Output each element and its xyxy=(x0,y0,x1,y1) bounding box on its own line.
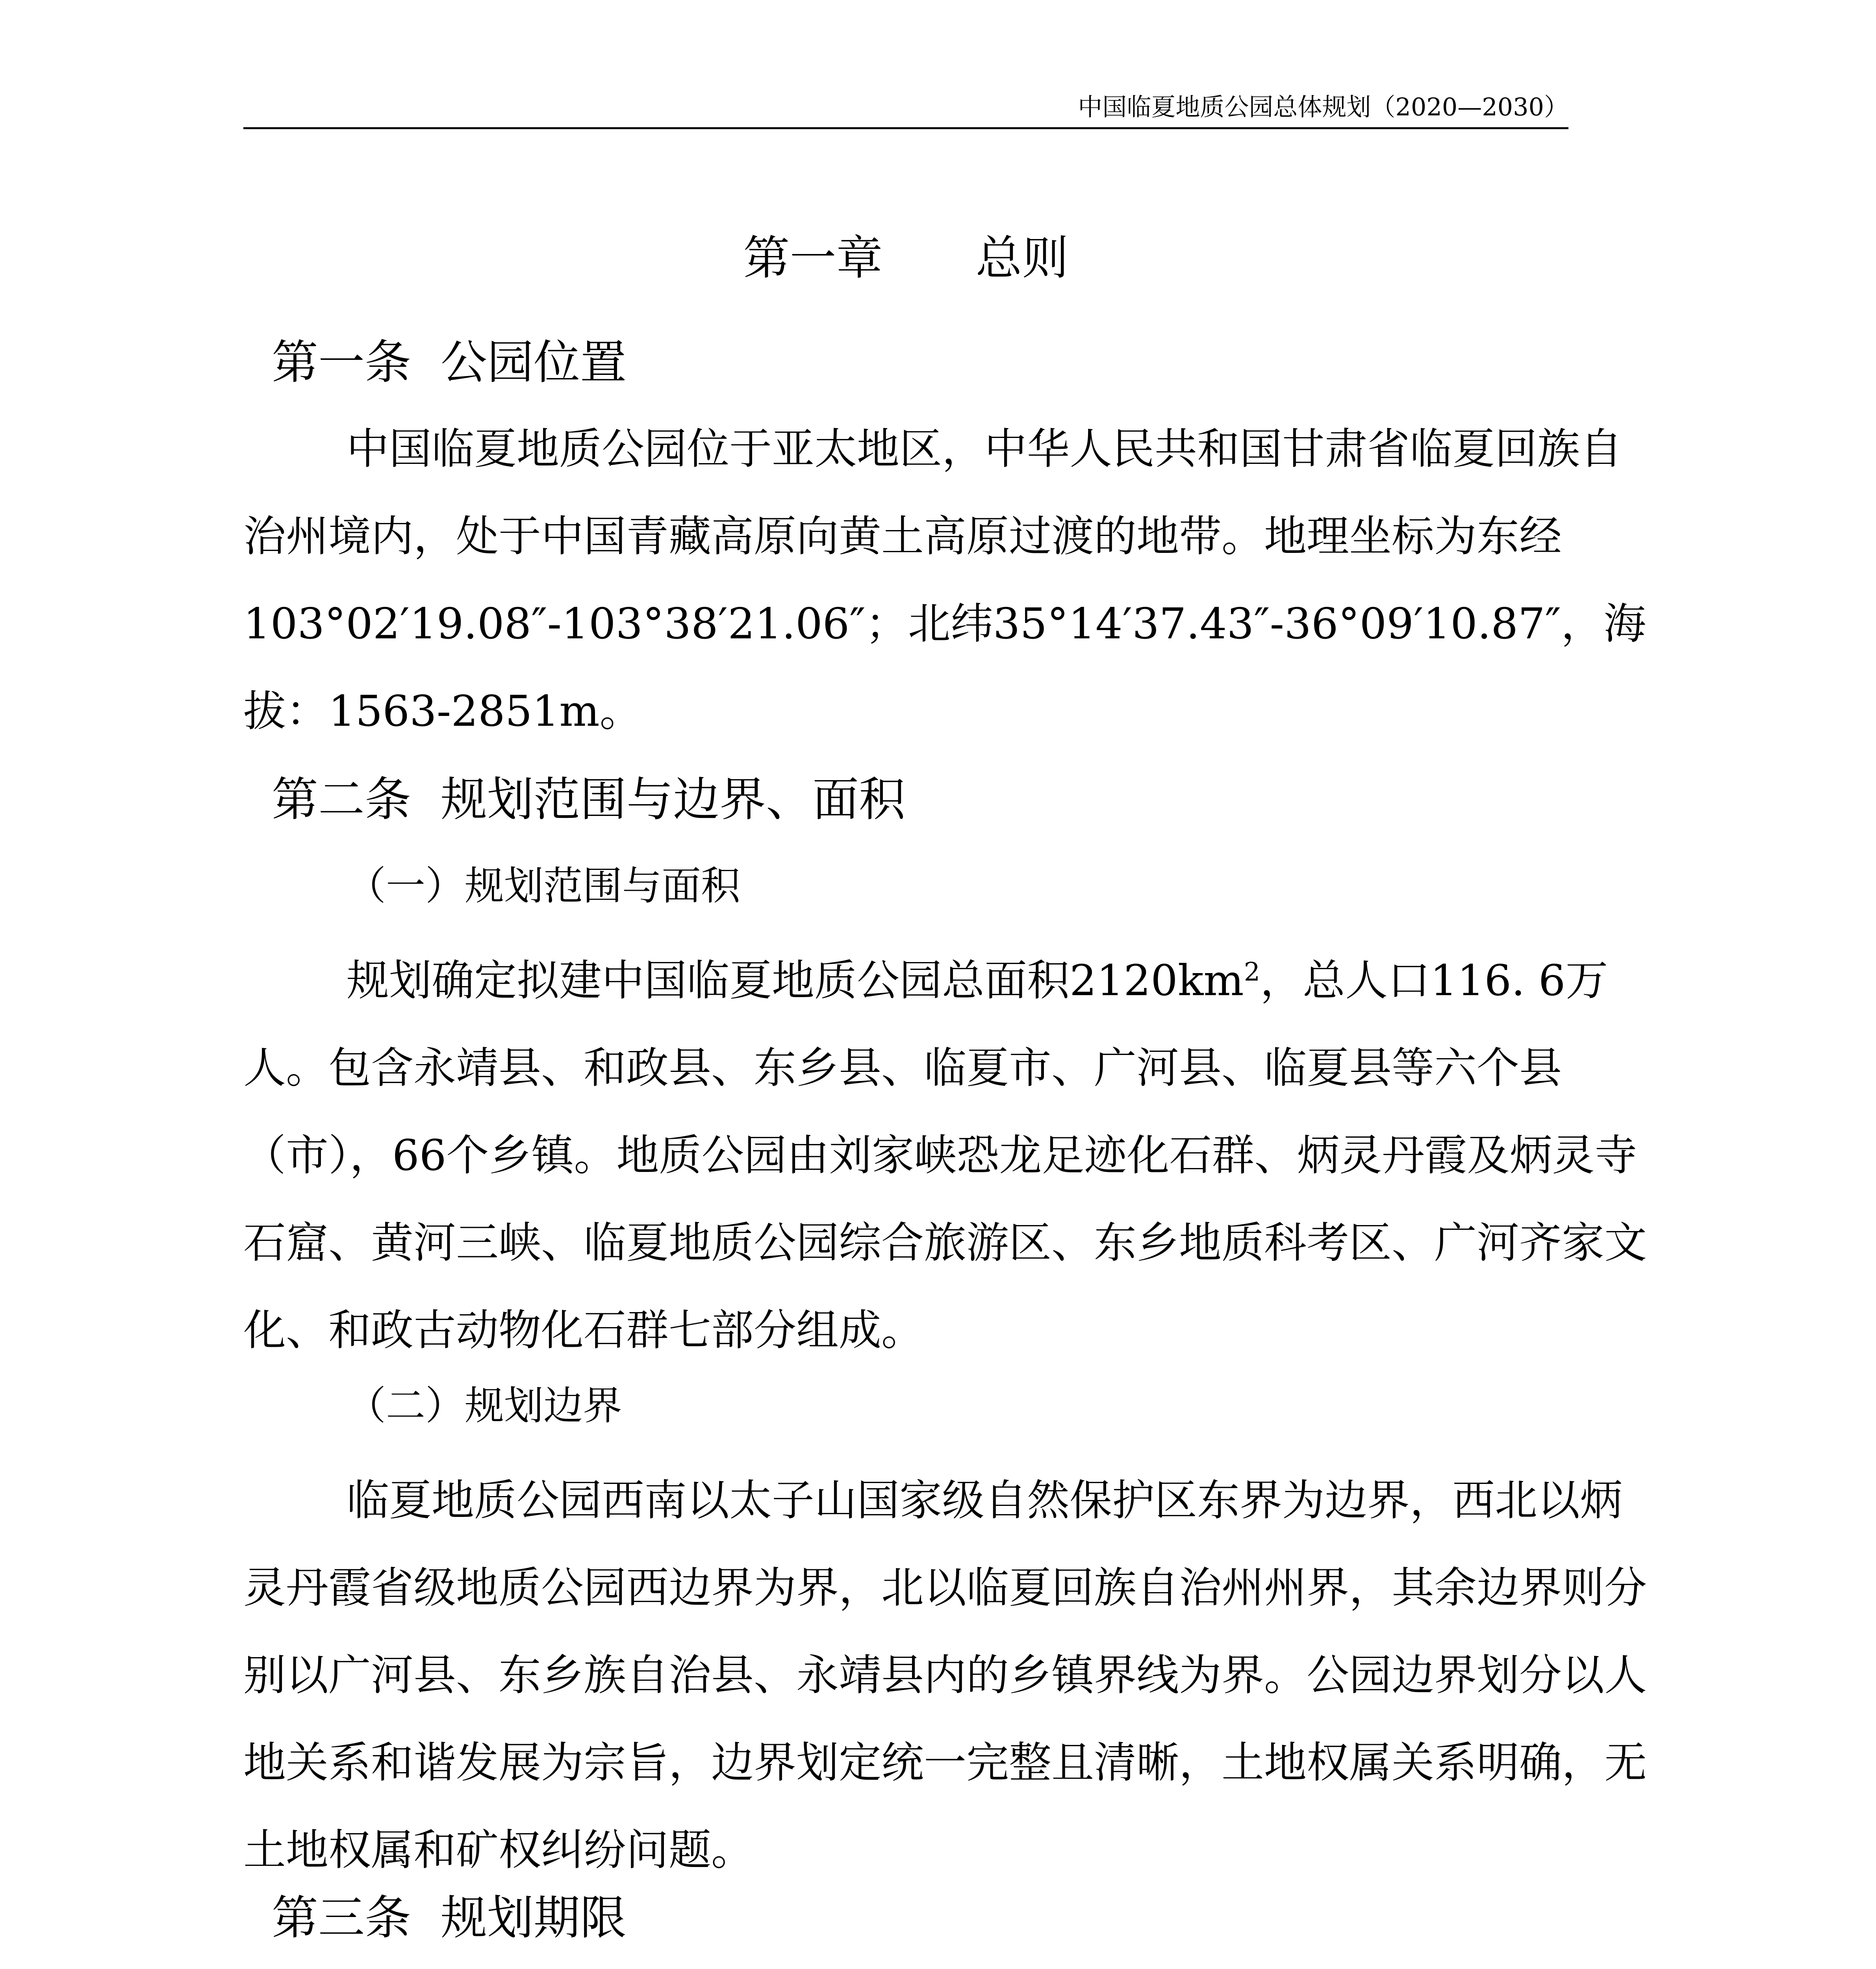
article-3-heading: 第三条 规划期限 xyxy=(272,1891,627,1945)
header-rule xyxy=(243,127,1568,129)
article-2-subsection-2-heading: （二）规划边界 xyxy=(347,1383,622,1429)
chapter-title: 第一章 总则 xyxy=(743,231,1069,285)
population-and-composition-text: ，总人口116. 6万人。包含永靖县、和政县、东乡县、临夏市、广河县、临夏县等六个县（市），66个乡镇。地质公园由刘家峡恐龙足迹化石群、炳灵丹霞及炳灵寺石窟、黄河三峡、临夏地质公园综合旅游区、东乡地质科考区、广河齐家文化、和政古动物化石群七部分组成。 xyxy=(243,956,1647,1355)
article-1-paragraph: 中国临夏地质公园位于亚太地区，中华人民共和国甘肃省临夏回族自治州境内，处于中国青藏高原向黄土高原过渡的地带。地理坐标为东经103°02′19.08″-103°38′21.06″；北纬35°14′37.43″-36°09′10.87″，海拔：1563-2851m。 xyxy=(243,425,1646,736)
article-1-heading: 第一条 公园位置 xyxy=(272,335,627,389)
article-2-heading: 第二条 规划范围与边界、面积 xyxy=(272,772,906,827)
area-unit-superscript: 2 xyxy=(1244,957,1260,987)
article-2-subsection-1-paragraph xyxy=(243,937,1651,1374)
article-2-subsection-1-heading: （一）规划范围与面积 xyxy=(347,863,740,909)
running-header: 中国临夏地质公园总体规划（2020—2030） xyxy=(1078,93,1568,121)
article-2-subsection-2-paragraph: 临夏地质公园西南以太子山国家级自然保护区东界为边界，西北以炳灵丹霞省级地质公园西边界为界，北以临夏回族自治州州界，其余边界则分别以广河县、东乡族自治县、永靖县内的乡镇界线为界。公园边界划分以人地关系和谐发展为宗旨，边界划定统一完整且清晰，土地权属关系明确，无土地权属和矿权纠纷问题。 xyxy=(243,1476,1647,1875)
area-text: 规划确定拟建中国临夏地质公园总面积2120km xyxy=(347,956,1244,1005)
